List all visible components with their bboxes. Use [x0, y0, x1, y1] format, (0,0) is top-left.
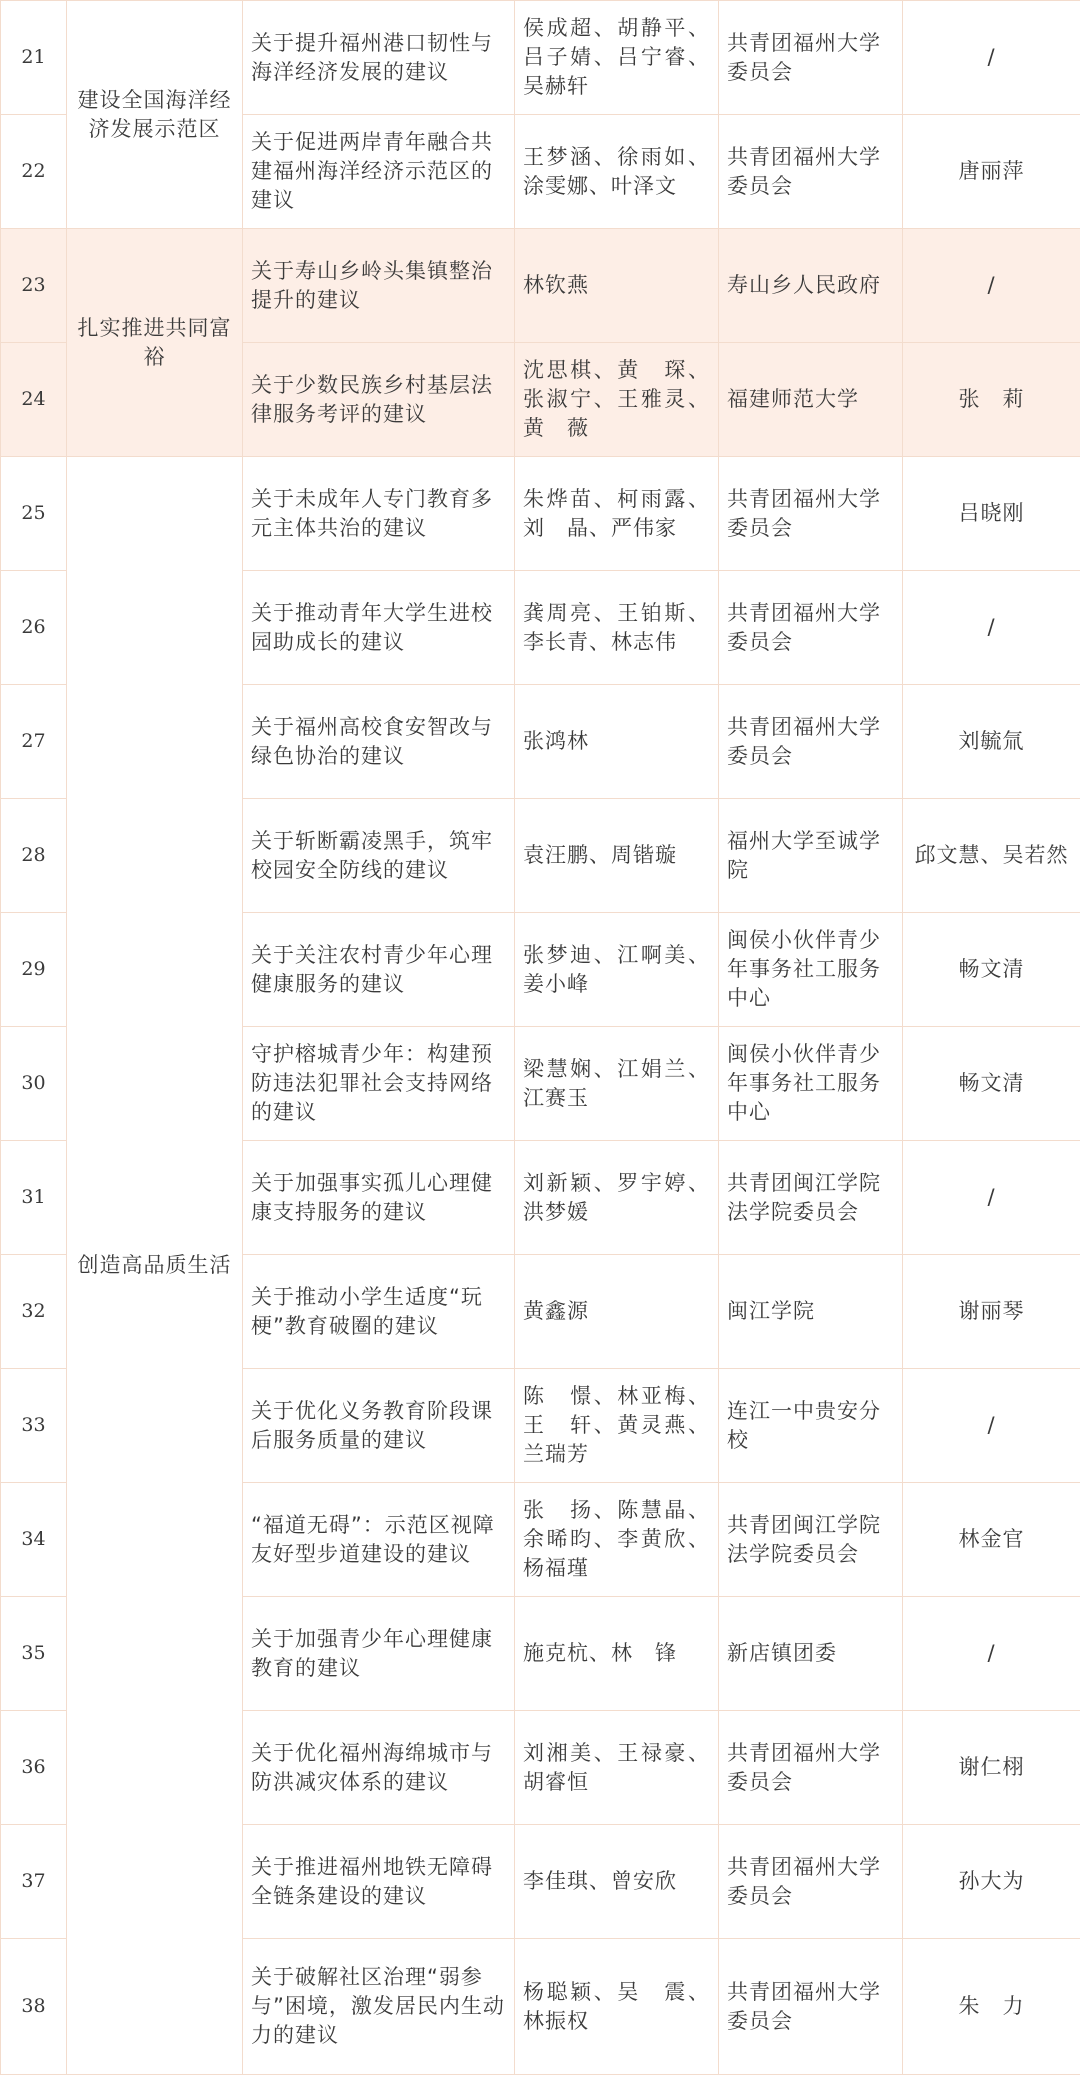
row-number: 21: [1, 1, 67, 115]
tutor-name: 朱 力: [903, 1939, 1080, 2075]
author-names: 陈 憬、林亚梅、王 轩、黄灵燕、兰瑞芳: [515, 1369, 719, 1483]
proposal-table-body: [1, 1, 1080, 2075]
tutor-name: 谢仁栩: [903, 1711, 1080, 1825]
row-number: 22: [1, 115, 67, 229]
tutor-name: 孙大为: [903, 1825, 1080, 1939]
category-cell: 扎实推进共同富裕: [67, 229, 243, 457]
proposal-title: 关于加强青少年心理健康教育的建议: [243, 1597, 515, 1711]
organization: 连江一中贵安分校: [719, 1369, 903, 1483]
organization: 共青团福州大学委员会: [719, 685, 903, 799]
author-names: 龚周亮、王铂斯、李长青、林志伟: [515, 571, 719, 685]
author-names: 刘湘美、王禄豪、胡睿恒: [515, 1711, 719, 1825]
category-cell: 创造高品质生活: [67, 457, 243, 2075]
tutor-name: /: [903, 1369, 1080, 1483]
row-number: 31: [1, 1141, 67, 1255]
tutor-name: 邱文慧、吴若然: [903, 799, 1080, 913]
proposal-title: 关于斩断霸凌黑手，筑牢校园安全防线的建议: [243, 799, 515, 913]
organization: 共青团福州大学委员会: [719, 571, 903, 685]
tutor-name: /: [903, 1597, 1080, 1711]
tutor-name: 唐丽萍: [903, 115, 1080, 229]
row-number: 23: [1, 229, 67, 343]
author-names: 施克杭、林 锋: [515, 1597, 719, 1711]
author-names: 张 扬、陈慧晶、余晞昀、李黄欣、杨福瑾: [515, 1483, 719, 1597]
tutor-name: /: [903, 1, 1080, 115]
row-number: 26: [1, 571, 67, 685]
row-number: 38: [1, 1939, 67, 2075]
proposal-title: “福道无碍”：示范区视障友好型步道建设的建议: [243, 1483, 515, 1597]
proposal-title: 关于加强事实孤儿心理健康支持服务的建议: [243, 1141, 515, 1255]
table-row: [1, 1, 1080, 115]
proposal-title: 关于少数民族乡村基层法律服务考评的建议: [243, 343, 515, 457]
proposal-title: 关于关注农村青少年心理健康服务的建议: [243, 913, 515, 1027]
table-row: [1, 229, 1080, 343]
row-number: 25: [1, 457, 67, 571]
row-number: 24: [1, 343, 67, 457]
organization: 福建师范大学: [719, 343, 903, 457]
author-names: 王梦涵、徐雨如、涂雯娜、叶泽文: [515, 115, 719, 229]
organization: 共青团福州大学委员会: [719, 115, 903, 229]
proposal-title: 关于推进福州地铁无障碍全链条建设的建议: [243, 1825, 515, 1939]
organization: 闽侯小伙伴青少年事务社工服务中心: [719, 913, 903, 1027]
author-names: 张鸿林: [515, 685, 719, 799]
organization: 闽侯小伙伴青少年事务社工服务中心: [719, 1027, 903, 1141]
organization: 共青团福州大学委员会: [719, 1711, 903, 1825]
organization: 共青团闽江学院法学院委员会: [719, 1141, 903, 1255]
author-names: 李佳琪、曾安欣: [515, 1825, 719, 1939]
proposal-title: 关于推动青年大学生进校园助成长的建议: [243, 571, 515, 685]
proposal-title: 关于破解社区治理“弱参与”困境，激发居民内生动力的建议: [243, 1939, 515, 2075]
proposal-title: 关于促进两岸青年融合共建福州海洋经济示范区的建议: [243, 115, 515, 229]
author-names: 林钦燕: [515, 229, 719, 343]
row-number: 37: [1, 1825, 67, 1939]
author-names: 梁慧娴、江娟兰、江赛玉: [515, 1027, 719, 1141]
row-number: 36: [1, 1711, 67, 1825]
author-names: 袁汪鹏、周锴璇: [515, 799, 719, 913]
row-number: 30: [1, 1027, 67, 1141]
row-number: 28: [1, 799, 67, 913]
proposal-title: 守护榕城青少年：构建预防违法犯罪社会支持网络的建议: [243, 1027, 515, 1141]
tutor-name: 谢丽琴: [903, 1255, 1080, 1369]
tutor-name: /: [903, 229, 1080, 343]
proposal-title: 关于推动小学生适度“玩梗”教育破圈的建议: [243, 1255, 515, 1369]
author-names: 杨聪颖、吴 震、林振权: [515, 1939, 719, 2075]
tutor-name: 林金官: [903, 1483, 1080, 1597]
proposal-title: 关于寿山乡岭头集镇整治提升的建议: [243, 229, 515, 343]
organization: 闽江学院: [719, 1255, 903, 1369]
organization: 共青团福州大学委员会: [719, 1939, 903, 2075]
tutor-name: 张 莉: [903, 343, 1080, 457]
tutor-name: 畅文清: [903, 913, 1080, 1027]
proposal-title: 关于福州高校食安智改与绿色协治的建议: [243, 685, 515, 799]
row-number: 29: [1, 913, 67, 1027]
tutor-name: 吕晓刚: [903, 457, 1080, 571]
category-cell: 建设全国海洋经济发展示范区: [67, 1, 243, 229]
proposal-title: 关于提升福州港口韧性与海洋经济发展的建议: [243, 1, 515, 115]
row-number: 34: [1, 1483, 67, 1597]
tutor-name: 刘毓氚: [903, 685, 1080, 799]
tutor-name: 畅文清: [903, 1027, 1080, 1141]
organization: 新店镇团委: [719, 1597, 903, 1711]
organization: 共青团福州大学委员会: [719, 1, 903, 115]
row-number: 35: [1, 1597, 67, 1711]
row-number: 27: [1, 685, 67, 799]
tutor-name: /: [903, 1141, 1080, 1255]
author-names: 侯成超、胡静平、吕子婧、吕宁睿、吴赫轩: [515, 1, 719, 115]
proposal-title: 关于优化福州海绵城市与防洪减灾体系的建议: [243, 1711, 515, 1825]
proposal-title: 关于未成年人专门教育多元主体共治的建议: [243, 457, 515, 571]
row-number: 32: [1, 1255, 67, 1369]
organization: 共青团福州大学委员会: [719, 457, 903, 571]
row-number: 33: [1, 1369, 67, 1483]
organization: 福州大学至诚学院: [719, 799, 903, 913]
organization: 寿山乡人民政府: [719, 229, 903, 343]
author-names: 张梦迪、江啊美、姜小峰: [515, 913, 719, 1027]
author-names: 刘新颖、罗宇婷、洪梦媛: [515, 1141, 719, 1255]
organization: 共青团福州大学委员会: [719, 1825, 903, 1939]
author-names: 朱烨苗、柯雨露、刘 晶、严伟家: [515, 457, 719, 571]
organization: 共青团闽江学院法学院委员会: [719, 1483, 903, 1597]
tutor-name: /: [903, 571, 1080, 685]
table-row: [1, 457, 1080, 571]
author-names: 黄鑫源: [515, 1255, 719, 1369]
proposal-title: 关于优化义务教育阶段课后服务质量的建议: [243, 1369, 515, 1483]
author-names: 沈思棋、黄 琛、张淑宁、王雅灵、黄 薇: [515, 343, 719, 457]
